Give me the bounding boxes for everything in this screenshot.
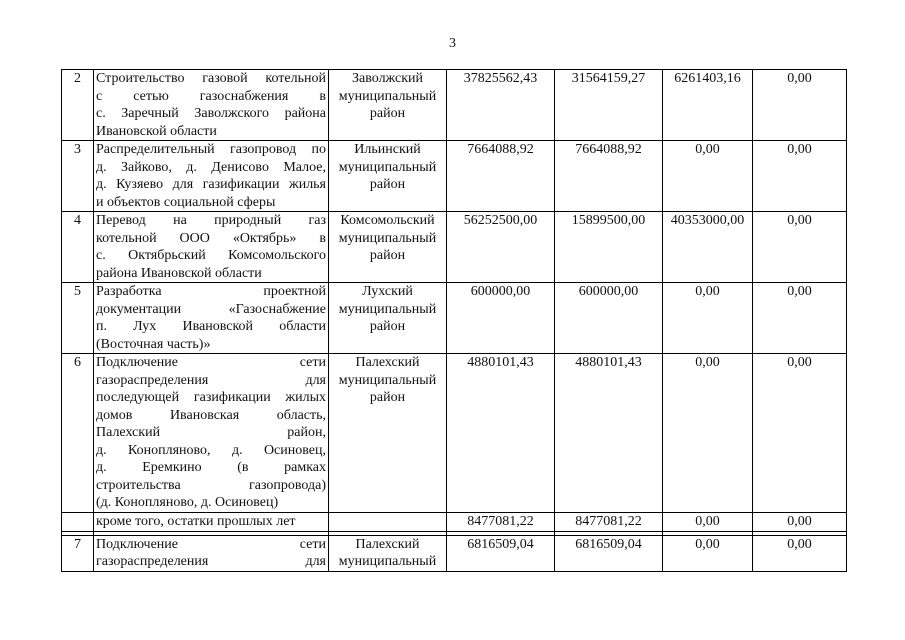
object-name-cell [94,354,329,513]
budget-table [61,69,847,572]
object-name-line: (Восточная часть)» [96,336,211,352]
object-name-line: Перевод на природный газ [96,213,326,228]
amount-cell-v4: 0,00 [753,141,847,212]
object-name-line: газораспределения для [96,372,326,388]
amount-cell-v1: 37825562,43 [447,70,555,141]
object-name-line: Палехский район, [96,425,326,440]
amount-cell-v3: 0,00 [663,512,753,531]
table-row [62,354,847,513]
object-name-line: д. Конопляново, д. Осиновец, [96,442,326,458]
object-name-line: строительства газопровода) [96,477,326,493]
amount-cell-v2: 7664088,92 [555,141,663,212]
row-number-empty [62,512,94,531]
object-name-line: Строительство газовой котельной [96,71,326,86]
amount-cell-v4: 0,00 [753,512,847,531]
object-name-line: и объектов социальной сферы [96,194,276,210]
table-row [62,212,847,283]
subtotal-label: кроме того, остатки прошлых лет [94,512,329,531]
row-number: 4 [62,212,94,283]
amount-cell-v3: 40353000,00 [663,212,753,283]
amount-cell-v2: 15899500,00 [555,212,663,283]
table-body [62,70,847,572]
object-name-line: с сетью газоснабжения в [96,88,326,104]
object-name-line: домов Ивановская область, [96,407,326,423]
object-name-line: с. Заречный Заволжского района [96,106,326,121]
amount-cell-v1: 4880101,43 [447,354,555,513]
object-name-line: документации «Газоснабжение [96,301,326,317]
row-number: 7 [62,535,94,571]
amount-cell-v4: 0,00 [753,535,847,571]
amount-cell-v1: 7664088,92 [447,141,555,212]
amount-cell-v2: 6816509,04 [555,535,663,571]
amount-cell-v1: 56252500,00 [447,212,555,283]
object-name-line: района Ивановской области [96,265,262,281]
district-cell: Заволжский муниципальный район [329,70,447,141]
object-name-cell [94,212,329,283]
object-name-line: с. Октябрьский Комсомольского [96,248,326,263]
amount-cell-v3: 0,00 [663,354,753,513]
district-cell: Лухский муниципальный район [329,283,447,354]
object-name-line: Распределительный газопровод по [96,142,326,157]
object-name-line: котельной ООО «Октябрь» в [96,230,326,246]
amount-cell-v3: 0,00 [663,535,753,571]
object-name-line: последующей газификации жилых [96,390,326,405]
subtotal-row [62,512,847,531]
table-row [62,283,847,354]
amount-cell-v2: 8477081,22 [555,512,663,531]
amount-cell-v2: 31564159,27 [555,70,663,141]
row-number: 2 [62,70,94,141]
object-name-line: Ивановской области [96,123,217,139]
object-name-cell [94,70,329,141]
row-number: 6 [62,354,94,513]
object-name-line: Подключение сети [96,355,326,370]
amount-cell-v1: 8477081,22 [447,512,555,531]
object-name-cell [94,535,329,571]
amount-cell-v3: 0,00 [663,141,753,212]
object-name-line: (д. Конопляново, д. Осиновец) [96,495,279,510]
district-cell: Палехский муниципальный район [329,354,447,513]
object-name-cell [94,283,329,354]
object-name-line: д. Кузяево для газификации жилья [96,177,326,192]
amount-cell-v4: 0,00 [753,212,847,283]
amount-cell-v4: 0,00 [753,283,847,354]
amount-cell-v4: 0,00 [753,354,847,513]
district-cell: Палехский муниципальный [329,535,447,571]
amount-cell-v1: 6816509,04 [447,535,555,571]
object-name-line: Подключение сети [96,536,326,552]
page-number: 3 [449,36,456,51]
object-name-line: Разработка проектной [96,284,326,299]
amount-cell-v4: 0,00 [753,70,847,141]
table-row [62,70,847,141]
district-cell: Комсомольский муниципальный район [329,212,447,283]
district-cell: Ильинский муниципальный район [329,141,447,212]
row-number: 5 [62,283,94,354]
object-name-line: газораспределения для [96,554,326,569]
object-name-line: п. Лух Ивановской области [96,319,326,334]
district-cell-empty [329,512,447,531]
object-name-line: д. Зайково, д. Денисово Малое, [96,159,326,175]
amount-cell-v3: 6261403,16 [663,70,753,141]
amount-cell-v1: 600000,00 [447,283,555,354]
object-name-cell [94,141,329,212]
table-row [62,141,847,212]
object-name-line: д. Еремкино (в рамках [96,460,326,475]
table-row [62,535,847,571]
amount-cell-v2: 600000,00 [555,283,663,354]
amount-cell-v2: 4880101,43 [555,354,663,513]
amount-cell-v3: 0,00 [663,283,753,354]
row-number: 3 [62,141,94,212]
